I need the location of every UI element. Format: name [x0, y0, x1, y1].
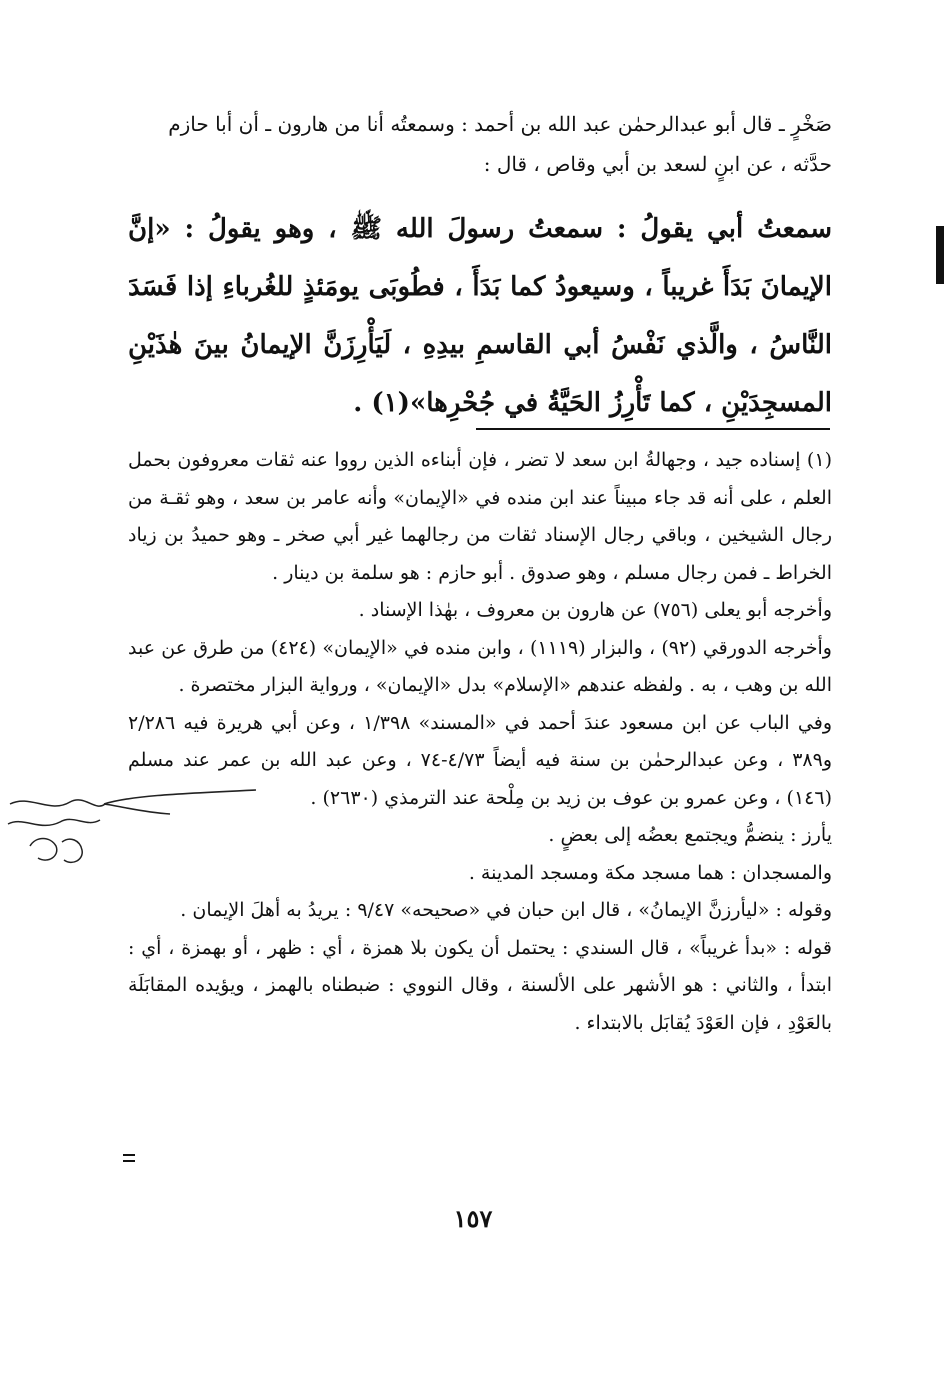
hadith-text: سمعتُ أبي يقولُ : سمعتُ رسولَ الله ﷺ ، وهو يقولُ : «إنَّ الإيمانَ بَدَأَ غريباً ، وسيعودُ كما بَدَأَ ، فطُوبَى يومَئذٍ للغُرباءِ إذا فَسَدَ النَّاسُ ، والَّذي نَفْسُ أبي القاسمِ بيدِهِ ، لَيَأْرِزَنَّ الإيمانُ بينَ هٰذَيْنِ المسجِدَيْنِ ، كما تَأْرِزُ الحَيَّةُ في جُحْرِها»(١) . [128, 214, 832, 418]
intro-paragraph [128, 104, 832, 184]
handwritten-underline [100, 782, 260, 822]
footnote-paragraph: وأخرجه أبو يعلى (٧٥٦) عن هارون بن معروف ، بهٰذا الإسناد . [358, 599, 832, 621]
intro-line: حدَّثه ، عن ابنٍ لسعد بن أبي وقاص ، قال : [483, 152, 832, 176]
footnotes [128, 442, 832, 1042]
equals-mark-icon [122, 1152, 136, 1164]
footnote-paragraph: قوله : «بدأ غريباً» ، قال السندي : يحتمل أن يكون بلا همزة ، أي : ظهر ، أو بهمزة ، أي : ابتدأ ، والثاني : هو الأشهر على الألسنة ، وقال النووي : ضبطناه بالهمز ، ويؤيده المقابَلَة بالعَوْدِ ، فإن العَوْدَ يُقابَل بالابتداء . [128, 936, 832, 1034]
page-number: ١٥٧ [453, 1204, 493, 1233]
intro-line: صَخْرٍ ـ قال أبو عبدالرحمٰن عبد الله بن أحمد : وسمعتُه أنا من هارون ـ أن أبا حازم [168, 112, 832, 136]
footnote-paragraph: والمسجدان : هما مسجد مكة ومسجد المدينة . [468, 861, 832, 884]
footnote-paragraph: يأرز : ينضمُّ ويجتمع بعضُه إلى بعضٍ . [548, 824, 832, 846]
footnote-paragraph: وأخرجه الدورقي (٩٢) ، والبزار (١١١٩) ، وابن منده في «الإيمان» (٤٢٤) من طرق عن عبد الله بن وهب ، به . ولفظه عندهم «الإسلام» بدل «الإيمان» ، ورواية البزار مختصرة . [128, 636, 832, 696]
handwritten-margin-note [0, 784, 110, 874]
footnote-divider [476, 428, 830, 430]
footnote-paragraph: وقوله : «ليأرزنَّ الإيمانُ» ، قال ابن حبان في «صحيحه» ٩/٤٧ : يريدُ به أهلَ الإيمان . [180, 899, 832, 921]
footnote-paragraph: (١) إسناده جيد ، وجهالةُ ابن سعد لا تضر ، فإن أبناءه الذين رووا عنه ثقات معروفون بحمل العلم ، على أنه قد جاء مبيناً عند ابن منده في «الإيمان» وأنه عامر بن سعد ، وهو ثقـة من رجال الشيخين ، وباقي رجال الإسناد ثقات من رجالهما غير أبي صخر ـ وهو حميدُ بن زياد الخراط ـ فمن رجال مسلم ، وهو صدوق . أبو حازم : هو سلمة بن دينار . [128, 449, 832, 584]
margin-bar-mark [936, 226, 944, 284]
footnote-paragraph: وفي الباب عن ابن مسعود عندَ أحمد في «المسند» ١/٣٩٨ ، وعن أبي هريرة فيه ٢/٢٨٦ و٣٨٩ ، وعن عبدالرحمٰن بن سنة فيه أيضاً ٤/٧٣-٧٤ ، وعن عبد الله بن عمر عند مسلم (١٤٦) ، وعن عمرو بن عوف بن زيد بن مِلْحة عند الترمذي (٢٦٣٠) . [128, 711, 832, 809]
